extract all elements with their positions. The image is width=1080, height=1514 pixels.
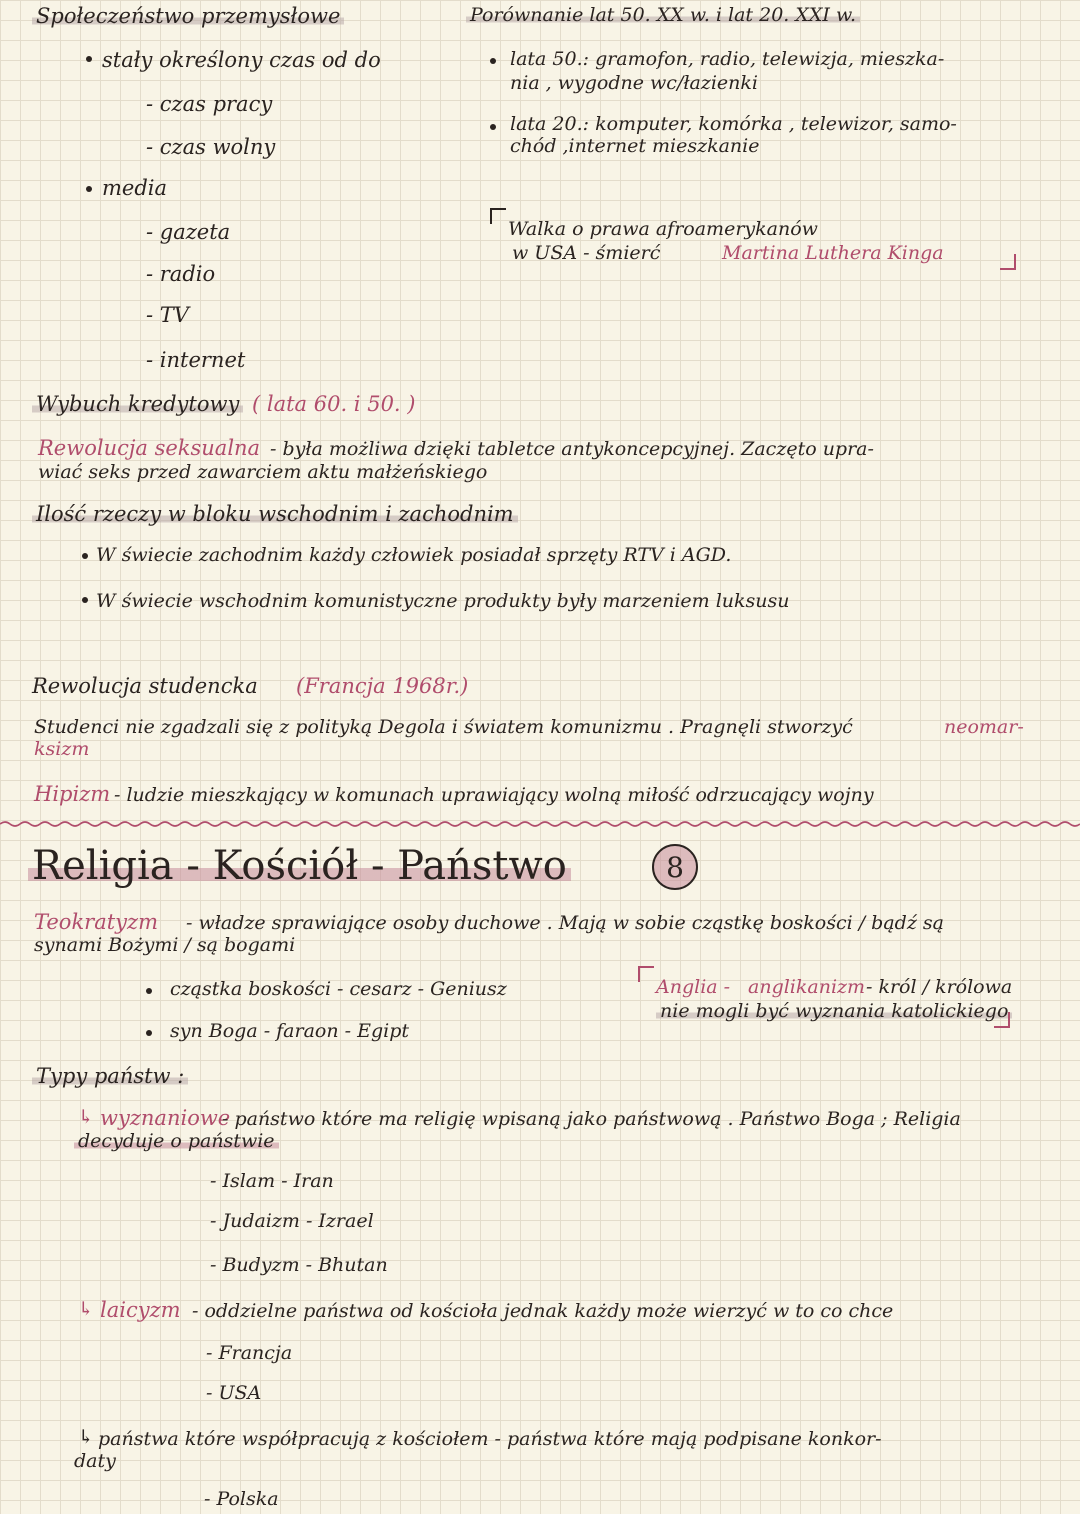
- section-title: Religia - Kościół - Państwo: [28, 846, 571, 886]
- bullet-dot: [490, 124, 496, 130]
- media-gazeta: - gazeta: [146, 220, 231, 244]
- hipizm-term: Hipizm: [34, 782, 111, 806]
- laicyzm-term: laicyzm: [100, 1298, 181, 1322]
- laicyzm-usa: - USA: [206, 1382, 262, 1404]
- lata20-line1: lata 20.: komputer, komórka , telewizor, samo-: [510, 113, 957, 135]
- krol-label: - król / królowa: [866, 976, 1013, 998]
- ilosc-wschod: W świecie wschodnim komunistyczne produkty były marzeniem luksusu: [96, 590, 790, 612]
- rewolucja-seksualna-term: Rewolucja seksualna: [38, 436, 261, 460]
- anglia-line2: nie mogli być wyznania katolickiego: [656, 1002, 1012, 1021]
- anglia-label: Anglia -: [656, 976, 731, 998]
- bullet-dot: [86, 186, 92, 192]
- bullet-dot: [86, 56, 92, 62]
- bullet-dot: [146, 988, 152, 994]
- bracket-bottom-right: [1000, 254, 1016, 270]
- wyznaniowe-judaizm: - Judaizm - Izrael: [210, 1210, 374, 1232]
- bracket-bottom-right: [994, 1012, 1010, 1028]
- bullet-media: media: [102, 176, 168, 200]
- studencka-neomarksizm: neomar-: [944, 716, 1024, 738]
- heading-spoleczenstwo: Społeczeństwo przemysłowe: [32, 6, 344, 27]
- teokratyzm-line2: synami Bożymi / są bogami: [34, 934, 296, 956]
- studencka-line1: Studenci nie zgadzali się z polityką Degola i światem komunizmu . Pragnęli stworzyć: [34, 716, 853, 738]
- wavy-divider: [0, 820, 1080, 828]
- wspolpraca-line2: daty: [74, 1450, 116, 1472]
- bracket-top-left: [490, 208, 506, 224]
- wyznaniowe-islam: - Islam - Iran: [210, 1170, 334, 1192]
- sub-czas-wolny: - czas wolny: [146, 135, 276, 159]
- studencka-line2: ksizm: [34, 738, 90, 760]
- studencka-note: (Francja 1968r.): [296, 674, 469, 698]
- rewolucja-seksualna-line1: - była możliwa dzięki tabletce antykoncepcyjnej. Zaczęto upra-: [270, 438, 874, 460]
- ilosc-zachod: W świecie zachodnim każdy człowiek posiadał sprzęty RTV i AGD.: [96, 544, 732, 566]
- laicyzm-text: - oddzielne państwa od kościoła jednak każdy może wierzyć w to co chce: [192, 1300, 894, 1322]
- sub-czas-pracy: - czas pracy: [146, 92, 273, 116]
- bullet-dot: [146, 1030, 152, 1036]
- bullet-dot: [490, 58, 496, 64]
- media-radio: - radio: [146, 262, 216, 286]
- section-number-badge: 8: [652, 844, 698, 890]
- bullet-czas: stały określony czas od do: [102, 48, 381, 72]
- wyznaniowe-term: wyznaniowe: [100, 1106, 231, 1130]
- wyznaniowe-budyzm: - Budyzm - Bhutan: [210, 1254, 388, 1276]
- lata50-line1: lata 50.: gramofon, radio, telewizja, mieszka-: [510, 48, 945, 70]
- arrow-laicyzm: ↳: [78, 1298, 94, 1320]
- bullet-dot: [82, 553, 88, 559]
- teokratyzm-cesarz: cząstka boskości - cesarz - Geniusz: [170, 978, 507, 1000]
- rewolucja-seksualna-line2: wiać seks przed zawarciem aktu małżeńskiego: [38, 461, 488, 483]
- teokratyzm-line1: - władze sprawiające osoby duchowe . Mają w sobie cząstkę boskości / bądź są: [186, 912, 944, 934]
- anglikanizm-label: anglikanizm: [748, 976, 866, 998]
- arrow-wspolpraca: ↳: [78, 1426, 94, 1448]
- teokratyzm-faraon: syn Boga - faraon - Egipt: [170, 1020, 410, 1042]
- arrow-wyznaniowe: ↳: [78, 1106, 94, 1128]
- heading-porownanie: Porównanie lat 50. XX w. i lat 20. XXI w.: [466, 6, 860, 25]
- lata50-line2: nia , wygodne wc/łazienki: [510, 72, 758, 94]
- wyznaniowe-line1: - państwo które ma religię wpisaną jako państwową . Państwo Boga ; Religia: [222, 1108, 961, 1130]
- lata20-line2: chód ,internet mieszkanie: [510, 135, 760, 157]
- heading-rewolucja-studencka: Rewolucja studencka: [32, 674, 258, 698]
- walka-line1: Walka o prawa afroamerykanów: [508, 218, 818, 240]
- wspolpraca-line1: państwa które współpracują z kościołem - państwa które mają podpisane konkor-: [98, 1428, 882, 1450]
- bracket-top-left: [638, 966, 654, 982]
- walka-line2a: w USA - śmierć: [512, 242, 661, 264]
- heading-typy-panstw: Typy państw :: [32, 1066, 188, 1087]
- media-internet: - internet: [146, 348, 246, 372]
- bullet-dot: [82, 597, 88, 603]
- wyznaniowe-line2: decyduje o państwie: [74, 1132, 279, 1151]
- wspolpraca-polska: - Polska: [204, 1488, 279, 1510]
- hipizm-text: - ludzie mieszkający w komunach uprawiający wolną miłość odrzucający wojny: [114, 784, 874, 806]
- heading-wybuch: Wybuch kredytowy: [32, 394, 243, 415]
- teokratyzm-term: Teokratyzm: [34, 910, 159, 934]
- heading-ilosc: Ilość rzeczy w bloku wschodnim i zachodnim: [32, 504, 518, 525]
- media-tv: - TV: [146, 303, 189, 327]
- wybuch-note: ( lata 60. i 50. ): [252, 392, 416, 416]
- walka-line2b: Martina Luthera Kinga: [722, 242, 944, 264]
- laicyzm-francja: - Francja: [206, 1342, 293, 1364]
